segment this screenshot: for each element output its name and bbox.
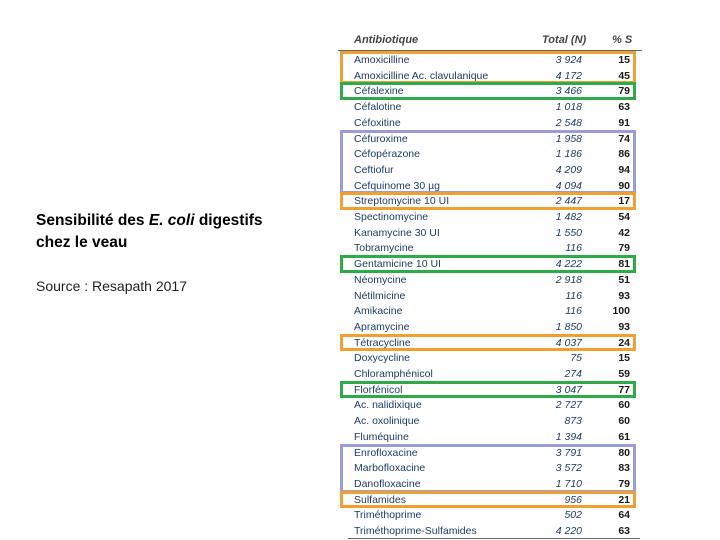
total-count: 956 <box>564 493 582 506</box>
header-total: Total (N) <box>542 34 587 46</box>
table-row <box>338 209 642 225</box>
antibiotic-name: Streptomycine 10 UI <box>354 195 450 208</box>
total-count: 116 <box>565 305 582 318</box>
table-header <box>338 30 642 51</box>
susceptible-pct: 60 <box>618 399 630 412</box>
susceptible-pct: 61 <box>618 430 630 443</box>
susceptible-pct: 94 <box>618 163 630 176</box>
susceptible-pct: 86 <box>618 148 630 161</box>
total-count: 3 572 <box>555 462 582 475</box>
antibiotic-name: Tétracycline <box>354 336 411 349</box>
total-count: 3 047 <box>555 383 582 396</box>
total-count: 4 209 <box>555 163 582 176</box>
group-highlight-green <box>340 255 636 273</box>
susceptible-pct: 80 <box>618 446 630 459</box>
total-count: 1 186 <box>555 148 582 161</box>
antibiotic-name: Amikacine <box>354 305 403 318</box>
group-highlight-orange <box>340 491 636 509</box>
total-count: 75 <box>570 352 582 365</box>
group-highlight-green <box>340 381 636 399</box>
group-highlight-blue <box>340 444 636 493</box>
total-count: 2 447 <box>555 195 582 208</box>
total-count: 3 791 <box>555 446 582 459</box>
antibiotic-name: Spectinomycine <box>354 211 429 223</box>
susceptible-pct: 90 <box>618 179 630 192</box>
total-count: 1 850 <box>555 320 582 333</box>
antibiotic-name: Kanamycine 30 UI <box>354 226 440 239</box>
table-row <box>338 413 642 429</box>
total-count: 2 727 <box>555 399 582 412</box>
total-count: 4 094 <box>555 179 582 192</box>
table-row <box>338 225 642 241</box>
susceptible-pct: 63 <box>618 525 630 537</box>
table-row <box>338 319 642 335</box>
susceptible-pct: 17 <box>618 195 630 208</box>
antibiotic-name: Cefquinome 30 µg <box>354 179 441 192</box>
antibiotic-name: Amoxicilline <box>354 54 410 66</box>
table-row <box>338 115 642 131</box>
caption-title-part1: Sensibilité des <box>36 212 149 229</box>
antibiotic-name: Céfopérazone <box>354 148 420 161</box>
antibiotic-name: Enrofloxacine <box>354 446 418 459</box>
group-highlight-orange <box>340 51 636 84</box>
table-row <box>338 397 642 413</box>
header-antibiotic: Antibiotique <box>354 34 419 46</box>
table-row <box>338 99 642 115</box>
susceptible-pct: 93 <box>618 320 630 333</box>
table-row <box>338 366 642 382</box>
total-count: 1 394 <box>555 430 582 443</box>
susceptible-pct: 79 <box>618 85 630 98</box>
antibiotic-name: Apramycine <box>354 320 410 333</box>
antibiotic-name: Danofloxacine <box>354 477 421 490</box>
antibiotic-name: Ceftiofur <box>354 163 394 176</box>
antibiotic-name: Ac. oxolinique <box>354 415 420 428</box>
susceptible-pct: 77 <box>618 383 630 396</box>
total-count: 1 550 <box>555 226 582 239</box>
antibiotic-name: Céfoxitine <box>354 116 401 129</box>
table-row <box>338 240 642 256</box>
antibiotic-name: Néomycine <box>354 273 407 286</box>
group-highlight-blue <box>340 130 636 195</box>
table-row <box>338 288 642 304</box>
antibiotic-name: Sulfamides <box>354 493 406 506</box>
total-count: 3 924 <box>555 54 582 66</box>
susceptible-pct: 81 <box>618 258 630 271</box>
antibiotic-name: Céfalotine <box>354 101 402 114</box>
caption-title-species: E. coli <box>148 212 195 229</box>
susceptible-pct: 93 <box>618 289 630 302</box>
total-count: 4 037 <box>555 336 582 349</box>
total-count: 2 548 <box>555 116 582 129</box>
group-highlight-green <box>340 82 636 100</box>
total-count: 1 958 <box>555 132 582 145</box>
slide-caption <box>36 210 296 294</box>
group-highlight-orange <box>340 192 636 210</box>
total-count: 873 <box>564 415 582 428</box>
total-count: 4 172 <box>555 69 582 82</box>
antibiotic-name: Fluméquine <box>354 430 409 443</box>
antibiotic-name: Marbofloxacine <box>354 462 426 475</box>
antibiotic-name: Doxycycline <box>354 352 411 365</box>
susceptible-pct: 54 <box>618 211 630 223</box>
susceptible-pct: 79 <box>618 477 630 490</box>
antibiotic-name: Triméthoprime-Sulfamides <box>354 525 477 537</box>
susceptible-pct: 15 <box>618 54 630 66</box>
total-count: 274 <box>564 368 582 380</box>
total-count: 502 <box>564 509 582 522</box>
total-count: 4 222 <box>555 258 582 271</box>
total-count: 116 <box>565 289 582 302</box>
total-count: 116 <box>565 242 582 255</box>
caption-title <box>36 210 296 254</box>
susceptible-pct: 63 <box>618 101 630 114</box>
table-row <box>338 507 642 523</box>
susceptible-pct: 79 <box>618 242 630 255</box>
susceptible-pct: 42 <box>618 226 630 239</box>
table-row <box>338 272 642 288</box>
susceptible-pct: 59 <box>618 368 630 380</box>
susceptible-pct: 24 <box>618 336 630 349</box>
total-count: 1 018 <box>555 101 582 114</box>
susceptible-pct: 100 <box>612 305 630 318</box>
antibiotic-name: Nétilmicine <box>354 289 406 302</box>
resistance-table <box>338 30 642 540</box>
susceptible-pct: 15 <box>618 352 630 365</box>
susceptible-pct: 51 <box>618 273 630 286</box>
table-row <box>338 523 642 539</box>
susceptible-pct: 60 <box>618 415 630 428</box>
table-row <box>338 429 642 445</box>
antibiotic-name: Tobramycine <box>354 242 414 255</box>
total-count: 1 710 <box>555 477 582 490</box>
antibiotic-name: Céfalexine <box>354 85 404 98</box>
susceptible-pct: 91 <box>618 116 630 129</box>
antibiotic-name: Céfuroxime <box>354 132 408 145</box>
antibiotic-name: Ac. nalidixique <box>354 399 422 412</box>
group-highlight-orange <box>340 334 636 352</box>
susceptible-pct: 45 <box>618 69 630 82</box>
susceptible-pct: 64 <box>618 509 630 522</box>
total-count: 2 918 <box>555 273 582 286</box>
antibiotic-name: Gentamicine 10 UI <box>354 258 441 271</box>
table-row <box>338 350 642 366</box>
antibiotic-name: Amoxicilline Ac. clavulanique <box>354 69 489 82</box>
susceptible-pct: 74 <box>618 132 630 145</box>
susceptible-pct: 83 <box>618 462 630 475</box>
total-count: 4 220 <box>555 525 582 537</box>
total-count: 1 482 <box>555 211 582 223</box>
total-count: 3 466 <box>555 85 582 98</box>
antibiotic-name: Chloramphénicol <box>354 368 433 380</box>
antibiotic-name: Florfénicol <box>354 383 403 396</box>
header-pct: % S <box>612 34 633 46</box>
antibiotic-name: Triméthoprime <box>354 509 422 522</box>
susceptible-pct: 21 <box>618 493 630 506</box>
caption-source: Source : Resapath 2017 <box>36 278 187 294</box>
table-bottom-rule <box>348 538 640 539</box>
table-row <box>338 303 642 319</box>
caption-title-part2: digestifs chez le veau <box>36 212 263 251</box>
